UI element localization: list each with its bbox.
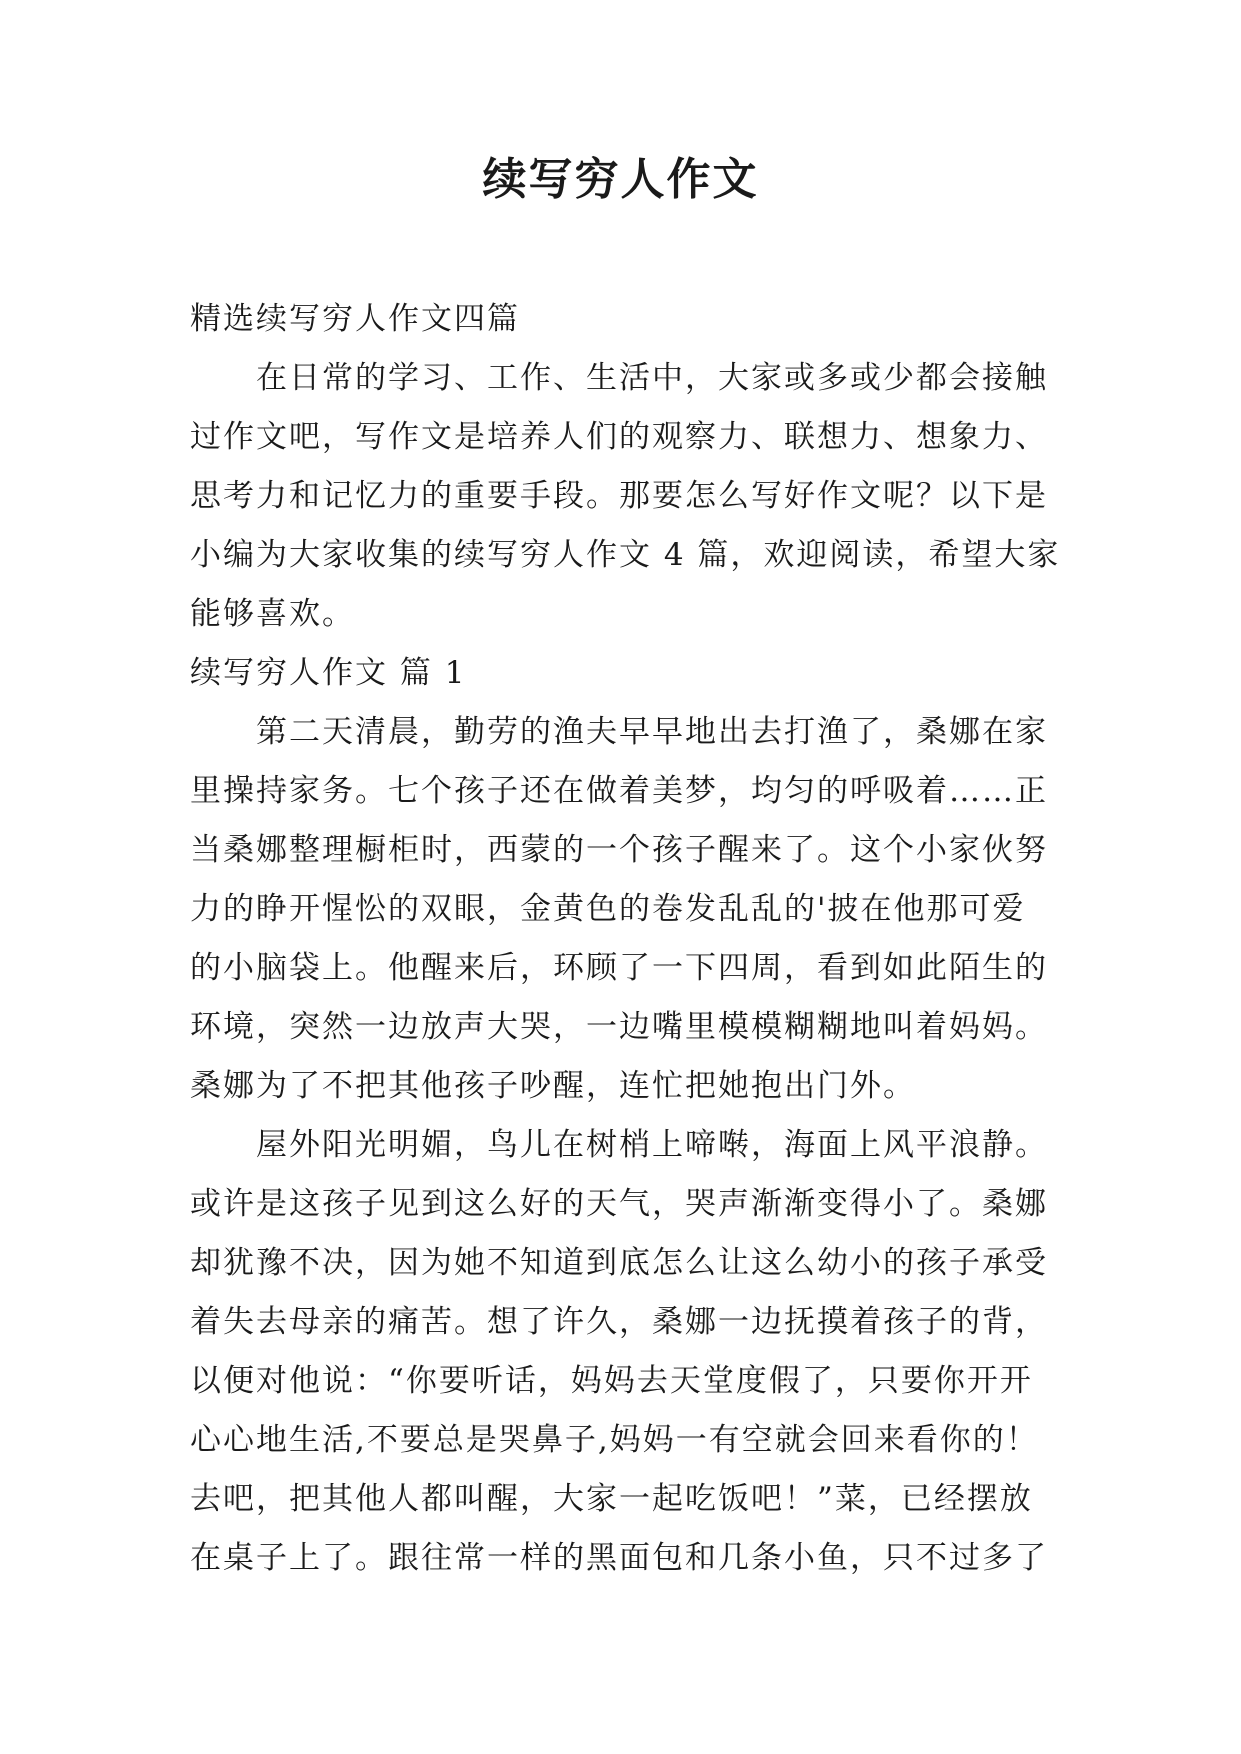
paragraph-1	[190, 703, 1070, 1116]
paragraph-line: 去吧，把其他人都叫醒，大家一起吃饭吧！”菜，已经摆放	[190, 1481, 1033, 1517]
paragraph-line: 的小脑袋上。他醒来后，环顾了一下四周，看到如此陌生的	[190, 950, 1048, 986]
paragraph-line: 第二天清晨，勤劳的渔夫早早地出去打渔了，桑娜在家	[190, 714, 1048, 750]
intro-line: 能够喜欢。	[190, 596, 355, 632]
intro-line: 思考力和记忆力的重要手段。那要怎么写好作文呢？以下是	[190, 478, 1048, 514]
paragraph-line: 着失去母亲的痛苦。想了许久，桑娜一边抚摸着孩子的背，	[190, 1304, 1048, 1340]
document-title: 续写穷人作文	[482, 154, 759, 205]
paragraph-line: 或许是这孩子见到这么好的天气，哭声渐渐变得小了。桑娜	[190, 1186, 1048, 1222]
paragraph-line: 却犹豫不决，因为她不知道到底怎么让这么幼小的孩子承受	[190, 1245, 1048, 1281]
intro-line: 小编为大家收集的续写穷人作文 4 篇，欢迎阅读，希望大家	[190, 537, 1061, 573]
paragraph-line: 心心地生活,不要总是哭鼻子,妈妈一有空就会回来看你的！	[190, 1422, 1039, 1458]
paragraph-line: 桑娜为了不把其他孩子吵醒，连忙把她抱出门外。	[190, 1068, 916, 1104]
paragraph-line: 在桌子上了。跟往常一样的黑面包和几条小鱼，只不过多了	[190, 1540, 1048, 1576]
paragraph-line: 里操持家务。七个孩子还在做着美梦，均匀的呼吸着……正	[190, 773, 1048, 809]
paragraph-2	[190, 1116, 1070, 1588]
paragraph-line: 环境，突然一边放声大哭，一边嘴里模模糊糊地叫着妈妈。	[190, 1009, 1048, 1045]
paragraph-line: 力的睁开惺忪的双眼，金黄色的卷发乱乱的'披在他那可爱	[190, 891, 1026, 927]
document-subtitle: 精选续写穷人作文四篇	[190, 301, 520, 337]
intro-line: 在日常的学习、工作、生活中，大家或多或少都会接触	[190, 360, 1048, 396]
paragraph-line: 以便对他说：“你要听话，妈妈去天堂度假了，只要你开开	[190, 1363, 1033, 1399]
paragraph-line: 当桑娜整理橱柜时，西蒙的一个孩子醒来了。这个小家伙努	[190, 832, 1048, 868]
section-heading: 续写穷人作文 篇 1	[190, 655, 467, 691]
paragraph-line: 屋外阳光明媚，鸟儿在树梢上啼啭，海面上风平浪静。	[190, 1127, 1048, 1163]
intro-paragraph	[190, 349, 1070, 644]
document-body	[190, 290, 1070, 1588]
intro-line: 过作文吧，写作文是培养人们的观察力、联想力、想象力、	[190, 419, 1048, 455]
